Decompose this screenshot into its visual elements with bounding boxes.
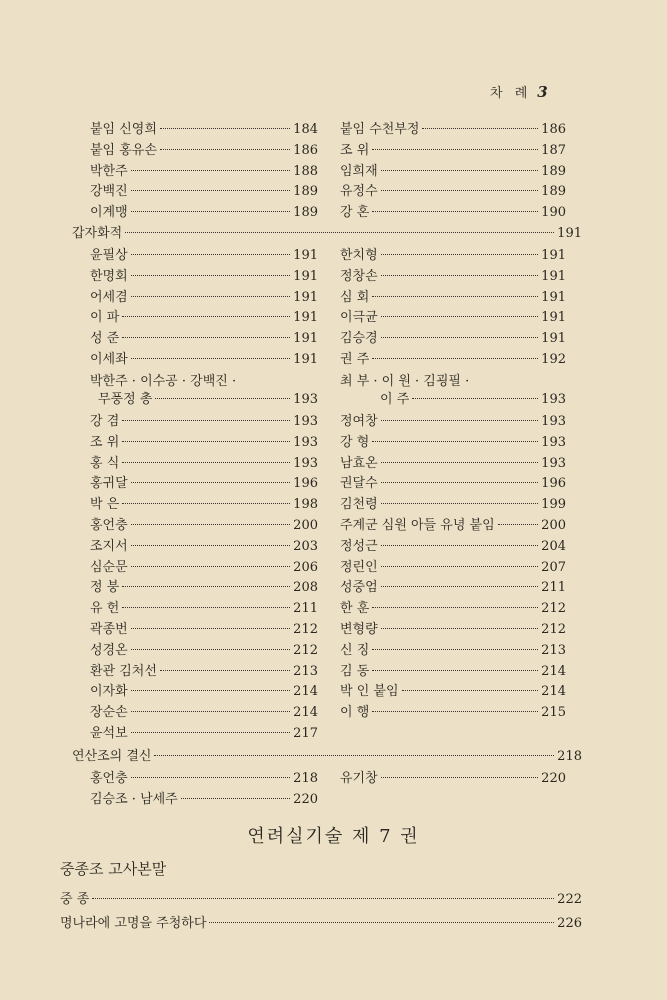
entry-page: 226 [557, 916, 582, 931]
toc-entry-right-line1: 최 부 · 이 원 · 김굉필 · [340, 374, 470, 389]
entry-page: 193 [293, 455, 318, 471]
dot-leader [131, 358, 290, 359]
dot-leader [122, 441, 290, 442]
entry-page: 193 [541, 392, 566, 407]
toc-entry-right [340, 265, 566, 283]
entry-page: 206 [293, 559, 318, 575]
entry-page: 204 [541, 538, 566, 554]
entry-label: 한치형 [340, 248, 378, 263]
entry-label: 주계군 심원 아들 유녕 붙임 [340, 518, 495, 533]
entry-page: 191 [557, 226, 582, 241]
entry-label: 박 인 붙임 [340, 684, 399, 700]
entry-label: 이 파 [90, 310, 120, 326]
entry-label: 강백진 [90, 184, 128, 200]
dot-leader [155, 398, 290, 399]
entry-label: 신 징 [340, 642, 370, 658]
dot-leader [131, 170, 290, 171]
dot-leader [181, 798, 290, 799]
dot-leader [122, 607, 290, 608]
entry-label: 곽종번 [90, 622, 128, 637]
toc-entry-left [90, 265, 318, 283]
dot-leader [131, 732, 290, 733]
entry-page: 214 [541, 663, 566, 679]
dot-leader [92, 898, 554, 899]
entry-label: 이세좌 [90, 352, 128, 367]
page-number: 3 [537, 83, 552, 101]
dot-leader [381, 337, 538, 338]
entry-page: 191 [293, 268, 318, 284]
toc-entry-left [90, 493, 318, 511]
toc-entry-right [340, 535, 566, 553]
entry-page: 214 [293, 684, 318, 700]
toc-entry-left [90, 410, 318, 428]
dot-leader [131, 566, 290, 567]
entry-label: 강 혼 [340, 205, 370, 221]
entry-label: 한명회 [90, 268, 128, 284]
toc-entry-right [340, 348, 566, 366]
toc-entry-right [340, 431, 566, 449]
toc-entry-right [340, 493, 566, 511]
dot-leader [131, 777, 290, 778]
entry-label: 정창손 [340, 268, 378, 284]
entry-label: 변형량 [340, 622, 378, 637]
dot-leader [154, 755, 554, 756]
entry-label: 임희재 [340, 163, 378, 179]
entry-label: 성중엄 [340, 580, 378, 596]
entry-label: 김승경 [340, 331, 378, 347]
entry-label: 남효온 [340, 455, 378, 471]
entry-label: 정여창 [340, 414, 378, 429]
entry-label: 조지서 [90, 538, 128, 554]
toc-entry-left [90, 160, 318, 178]
toc-entry-right [340, 286, 566, 304]
entry-label: 박 은 [90, 497, 120, 513]
section-entry [72, 222, 582, 240]
toc-entry-right [340, 306, 566, 324]
toc-entry-left [90, 431, 318, 449]
chapter-heading: 중종조 고사본말 [60, 860, 167, 878]
dot-leader [412, 398, 538, 399]
toc-entry-right [340, 118, 566, 136]
entry-page: 215 [541, 705, 566, 721]
volume-title: 연려실기술 제 7 권 [247, 826, 420, 847]
toc-entry-left [90, 535, 318, 553]
entry-label: 연산조의 결신 [72, 749, 152, 764]
entry-page: 189 [541, 184, 566, 200]
dot-leader [160, 149, 290, 150]
entry-page: 199 [541, 497, 566, 513]
entry-label: 이 주 [380, 392, 410, 407]
toc-entry-left [90, 767, 318, 785]
entry-label: 이계맹 [90, 205, 128, 221]
entry-page: 196 [541, 476, 566, 492]
entry-label: 심순문 [90, 559, 128, 575]
entry-page: 191 [541, 310, 566, 326]
toc-entry-left [90, 788, 318, 806]
entry-label: 홍 식 [90, 455, 120, 471]
dot-leader [372, 358, 538, 359]
dot-leader [381, 777, 538, 778]
toc-entry-left [90, 722, 318, 740]
toc-entry-right [340, 618, 566, 636]
entry-label: 장순손 [90, 705, 128, 721]
entry-page: 186 [293, 142, 318, 158]
entry-page: 196 [293, 476, 318, 492]
dot-leader [381, 190, 538, 191]
entry-page: 207 [541, 559, 566, 575]
dot-leader [381, 482, 538, 483]
entry-page: 212 [293, 642, 318, 658]
toc-entry-left [90, 244, 318, 262]
toc-entry-left [90, 180, 318, 198]
chapter-entry [60, 912, 582, 930]
toc-entry-left [90, 556, 318, 574]
entry-label: 붙임 수천부정 [340, 122, 420, 137]
entry-page: 193 [293, 434, 318, 450]
entry-page: 189 [293, 184, 318, 200]
entry-label: 홍귀달 [90, 476, 128, 492]
toc-entry-left [90, 680, 318, 698]
toc-entry-right [340, 160, 566, 178]
dot-leader [381, 586, 538, 587]
toc-entry-left [90, 452, 318, 470]
entry-label: 홍언충 [90, 518, 128, 533]
entry-label: 성경온 [90, 642, 128, 658]
entry-label: 어세겸 [90, 289, 128, 305]
dot-leader [131, 211, 290, 212]
toc-entry-right [340, 701, 566, 719]
entry-page: 211 [541, 580, 566, 596]
toc-entry-left [90, 139, 318, 157]
entry-label: 유 헌 [90, 601, 120, 617]
entry-page: 191 [541, 248, 566, 263]
dot-leader [422, 128, 538, 129]
dot-leader [131, 275, 290, 276]
entry-page: 193 [293, 392, 318, 407]
dot-leader [131, 524, 290, 525]
dot-leader [160, 670, 290, 671]
entry-label: 이자화 [90, 684, 128, 700]
entry-label: 정성근 [340, 538, 378, 554]
dot-leader [372, 649, 538, 650]
entry-label: 붙임 홍유손 [90, 142, 157, 158]
toc-entry-left-line2 [90, 388, 318, 406]
entry-label: 홍언충 [90, 771, 128, 786]
toc-entry-right [340, 680, 566, 698]
toc-entry-right [340, 767, 566, 785]
entry-page: 191 [541, 289, 566, 305]
entry-page: 220 [293, 791, 318, 807]
dot-leader [131, 482, 290, 483]
entry-page: 212 [293, 622, 318, 637]
dot-leader [131, 649, 290, 650]
entry-page: 189 [541, 163, 566, 179]
dot-leader [381, 628, 538, 629]
toc-entry-left-line1: 박한주 · 이수공 · 강백진 · [90, 374, 237, 389]
entry-label: 권달수 [340, 476, 378, 492]
entry-page: 217 [293, 726, 318, 741]
dot-leader [122, 420, 290, 421]
section-entry [72, 745, 582, 763]
entry-label: 조 위 [90, 434, 120, 450]
entry-page: 190 [541, 205, 566, 221]
entry-page: 222 [557, 892, 582, 907]
running-header [490, 82, 552, 101]
chapter-entry [60, 888, 582, 906]
dot-leader [372, 711, 538, 712]
dot-leader [122, 337, 290, 338]
dot-leader [381, 316, 538, 317]
entry-page: 214 [293, 705, 318, 721]
entry-page: 191 [293, 352, 318, 367]
entry-label: 윤석보 [90, 726, 128, 741]
dot-leader [381, 275, 538, 276]
entry-label: 정 붕 [90, 580, 120, 596]
toc-entry-left [90, 660, 318, 678]
entry-page: 208 [293, 580, 318, 596]
toc-entry-left [90, 514, 318, 532]
entry-label: 명나라에 고명을 주청하다 [60, 916, 207, 931]
toc-entry-right [340, 576, 566, 594]
dot-leader [122, 462, 290, 463]
dot-leader [131, 628, 290, 629]
entry-page: 198 [293, 497, 318, 513]
dot-leader [381, 420, 538, 421]
dot-leader [381, 503, 538, 504]
dot-leader [122, 586, 290, 587]
dot-leader [402, 690, 539, 691]
toc-entry-left [90, 639, 318, 657]
entry-label: 환관 김처선 [90, 663, 157, 679]
dot-leader [125, 232, 554, 233]
entry-page: 184 [293, 122, 318, 137]
entry-label: 붙임 신영희 [90, 122, 157, 137]
dot-leader [209, 922, 554, 923]
toc-entry-right [340, 452, 566, 470]
dot-leader [498, 524, 539, 525]
header-label: 차 례 [490, 86, 532, 101]
toc-entry-right [340, 410, 566, 428]
dot-leader [131, 545, 290, 546]
dot-leader [372, 296, 538, 297]
entry-label: 유정수 [340, 184, 378, 200]
entry-label: 김 동 [340, 663, 370, 679]
dot-leader [372, 211, 538, 212]
entry-page: 220 [541, 771, 566, 786]
dot-leader [381, 545, 538, 546]
dot-leader [381, 566, 538, 567]
toc-entry-right [340, 660, 566, 678]
dot-leader [122, 316, 290, 317]
entry-label: 강 겸 [90, 414, 120, 429]
dot-leader [131, 690, 290, 691]
toc-entry-right-line2 [340, 388, 566, 406]
entry-label: 조 위 [340, 142, 370, 158]
entry-page: 218 [557, 749, 582, 764]
toc-entry-right [340, 472, 566, 490]
toc-entry-right [340, 556, 566, 574]
entry-page: 218 [293, 771, 318, 786]
entry-label: 유기창 [340, 771, 378, 786]
entry-page: 200 [541, 518, 566, 533]
entry-page: 191 [293, 310, 318, 326]
dot-leader [160, 128, 290, 129]
toc-entry-right [340, 180, 566, 198]
entry-label: 한 훈 [340, 601, 370, 617]
dot-leader [131, 190, 290, 191]
entry-label: 성 준 [90, 331, 120, 347]
entry-page: 193 [293, 414, 318, 429]
dot-leader [372, 670, 538, 671]
toc-entry-right [340, 201, 566, 219]
toc-entry-left [90, 286, 318, 304]
entry-label: 무풍정 총 [98, 392, 153, 407]
entry-page: 193 [541, 414, 566, 429]
entry-page: 214 [541, 684, 566, 700]
toc-entry-left [90, 306, 318, 324]
entry-page: 203 [293, 538, 318, 554]
entry-page: 186 [541, 122, 566, 137]
entry-label: 강 형 [340, 434, 370, 450]
dot-leader [381, 462, 538, 463]
entry-page: 189 [293, 205, 318, 221]
entry-page: 188 [293, 163, 318, 179]
toc-entry-left [90, 327, 318, 345]
entry-page: 213 [293, 663, 318, 679]
toc-entry-left [90, 701, 318, 719]
toc-entry-right [340, 639, 566, 657]
entry-page: 187 [541, 142, 566, 158]
toc-entry-right [340, 327, 566, 345]
dot-leader [381, 170, 538, 171]
dot-leader [131, 254, 290, 255]
entry-label: 정린인 [340, 559, 378, 575]
dot-leader [122, 503, 290, 504]
entry-page: 200 [293, 518, 318, 533]
entry-label: 윤필상 [90, 248, 128, 263]
toc-entry-right [340, 597, 566, 615]
toc-entry-left [90, 618, 318, 636]
entry-label: 이극균 [340, 310, 378, 326]
dot-leader [131, 296, 290, 297]
entry-page: 193 [541, 455, 566, 471]
entry-page: 191 [541, 331, 566, 347]
dot-leader [372, 607, 538, 608]
entry-label: 김천령 [340, 497, 378, 513]
toc-entry-right [340, 244, 566, 262]
dot-leader [372, 149, 538, 150]
toc-entry-left [90, 348, 318, 366]
toc-entry-left [90, 597, 318, 615]
entry-page: 192 [541, 352, 566, 367]
toc-entry-left [90, 118, 318, 136]
entry-label: 중 종 [60, 892, 90, 907]
entry-label: 갑자화적 [72, 226, 123, 241]
toc-entry-left [90, 201, 318, 219]
entry-page: 211 [293, 601, 318, 617]
toc-entry-right [340, 514, 566, 532]
entry-label: 이 행 [340, 705, 370, 721]
entry-page: 191 [293, 331, 318, 347]
entry-label: 박한주 [90, 163, 128, 179]
entry-page: 191 [293, 248, 318, 263]
toc-entry-left [90, 576, 318, 594]
toc-entry-left [90, 472, 318, 490]
entry-label: 권 주 [340, 352, 370, 367]
entry-page: 213 [541, 642, 566, 658]
dot-leader [381, 254, 538, 255]
entry-label: 김승조 · 남세주 [90, 791, 178, 807]
entry-page: 212 [541, 601, 566, 617]
dot-leader [131, 711, 290, 712]
toc-entry-right [340, 139, 566, 157]
entry-page: 212 [541, 622, 566, 637]
entry-page: 191 [541, 268, 566, 284]
entry-page: 193 [541, 434, 566, 450]
entry-page: 191 [293, 289, 318, 305]
entry-label: 심 회 [340, 289, 370, 305]
dot-leader [372, 441, 538, 442]
